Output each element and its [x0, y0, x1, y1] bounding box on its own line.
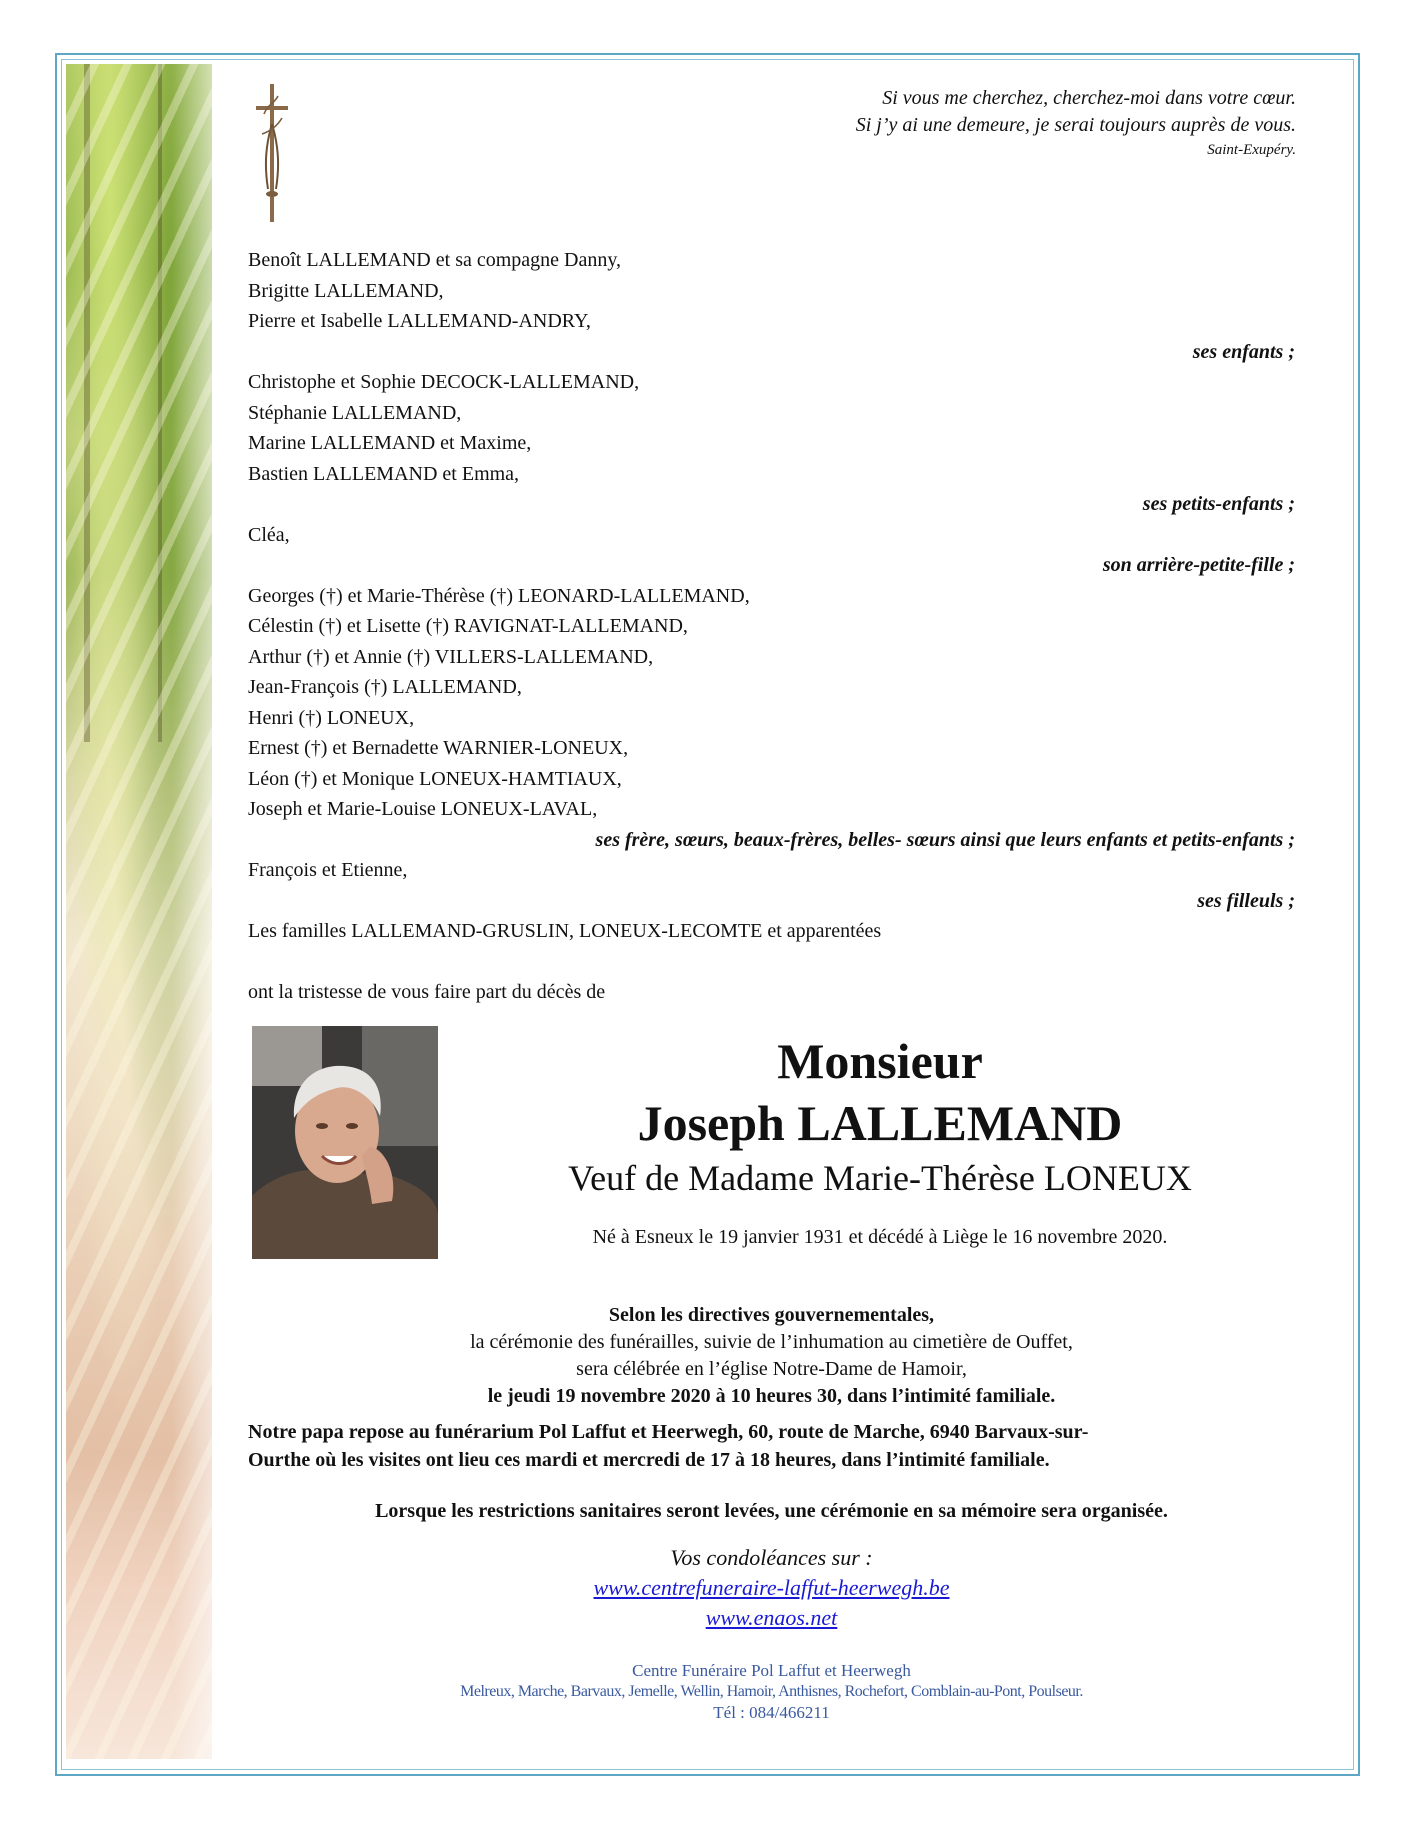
condolences-link-enaos[interactable]: www.enaos.net [705, 1605, 838, 1630]
ceremony-line: la cérémonie des funérailles, suivie de l’inhumation au cimetière de Ouffet, [470, 1331, 1073, 1353]
family-line: Arthur (†) et Annie (†) VILLERS-LALLEMAND, [248, 645, 654, 668]
restrictions-note: Lorsque les restrictions sanitaires seront levées, une cérémonie en sa mémoire sera organisée. [375, 1500, 1168, 1522]
deceased-title: Monsieur [777, 1033, 983, 1089]
repose-line: Ourthe où les visites ont lieu ces mardi et mercredi de 17 à 18 heures, dans l’intimité familiale. [248, 1449, 1050, 1471]
ceremony-line: Selon les directives gouvernementales, [608, 1304, 935, 1326]
deceased-block [470, 1030, 1290, 1202]
cross-icon [254, 84, 290, 222]
epigraph [856, 85, 1296, 161]
epigraph-line: Si j’y ai une demeure, je serai toujours auprès de vous. [855, 114, 1296, 136]
footer-phone: Tél : 084/466211 [713, 1703, 830, 1722]
ceremony-line: sera célébrée en l’église Notre-Dame de Hamoir, [576, 1358, 967, 1380]
relation-label: ses frère, sœurs, beaux-frères, belles- sœurs ainsi que leurs enfants et petits-enfants ; [595, 828, 1295, 851]
deceased-name: Joseph LALLEMAND [637, 1095, 1123, 1151]
family-line: Joseph et Marie-Louise LONEUX-LAVAL, [248, 798, 598, 820]
repose-line: Notre papa repose au funérarium Pol Laffut et Heerwegh, 60, route de Marche, 6940 Barvaux-sur- [248, 1421, 1089, 1443]
ceremony-line: le jeudi 19 novembre 2020 à 10 heures 30, dans l’intimité familiale. [487, 1385, 1056, 1407]
family-line: Bastien LALLEMAND et Emma, [248, 462, 520, 485]
family-line: François et Etienne, [248, 859, 408, 881]
epigraph-line: Si vous me cherchez, cherchez-moi dans votre cœur. [882, 87, 1296, 109]
condolences-label: Vos condoléances sur : [670, 1545, 873, 1570]
portrait-photo [252, 1026, 438, 1259]
family-line: Léon (†) et Monique LONEUX-HAMTIAUX, [248, 767, 622, 790]
relation-label: ses filleuls ; [1197, 889, 1295, 912]
repose-info [248, 1418, 1248, 1474]
announce-line: ont la tristesse de vous faire part du décès de [248, 980, 606, 1003]
relation-label: ses petits-enfants ; [1142, 493, 1295, 515]
family-line: Cléa, [248, 523, 290, 546]
family-line: Les familles LALLEMAND-GRUSLIN, LONEUX-LECOMTE et apparentées [248, 920, 882, 942]
family-line: Ernest (†) et Bernadette WARNIER-LONEUX, [248, 737, 629, 759]
family-line: Jean-François (†) LALLEMAND, [248, 676, 522, 698]
forest-path-image [66, 64, 212, 1759]
relation-label: ses enfants ; [1192, 340, 1295, 363]
deceased-dates: Né à Esneux le 19 janvier 1931 et décédé à Liège le 16 novembre 2020. [592, 1226, 1168, 1248]
deceased-widower: Veuf de Madame Marie-Thérèse LONEUX [568, 1158, 1192, 1198]
family-line: Brigitte LALLEMAND, [248, 279, 444, 302]
family-line: Marine LALLEMAND et Maxime, [248, 432, 532, 454]
family-list [248, 245, 1295, 1007]
footer-name: Centre Funéraire Pol Laffut et Heerwegh [632, 1661, 911, 1680]
condolences [248, 1543, 1295, 1633]
footer-places: Melreux, Marche, Barvaux, Jemelle, Wellin, Hamoir, Anthisnes, Rochefort, Comblain-au-Pont, Poulseur. [460, 1683, 1083, 1700]
family-line: Pierre et Isabelle LALLEMAND-ANDRY, [248, 310, 591, 332]
family-line: Henri (†) LONEUX, [248, 706, 415, 729]
relation-label: son arrière-petite-fille ; [1102, 554, 1295, 576]
epigraph-author: Saint-Exupéry. [1207, 142, 1296, 158]
ceremony-info [248, 1302, 1295, 1410]
condolences-link-funeral-center[interactable]: www.centrefuneraire-laffut-heerwegh.be [593, 1575, 950, 1600]
family-line: Stéphanie LALLEMAND, [248, 401, 462, 424]
funeral-home-footer [248, 1660, 1295, 1723]
family-line: Georges (†) et Marie-Thérèse (†) LEONARD-LALLEMAND, [248, 584, 750, 607]
family-line: Benoît LALLEMAND et sa compagne Danny, [248, 249, 622, 271]
family-line: Célestin (†) et Lisette (†) RAVIGNAT-LALLEMAND, [248, 615, 688, 637]
family-line: Christophe et Sophie DECOCK-LALLEMAND, [248, 371, 640, 393]
